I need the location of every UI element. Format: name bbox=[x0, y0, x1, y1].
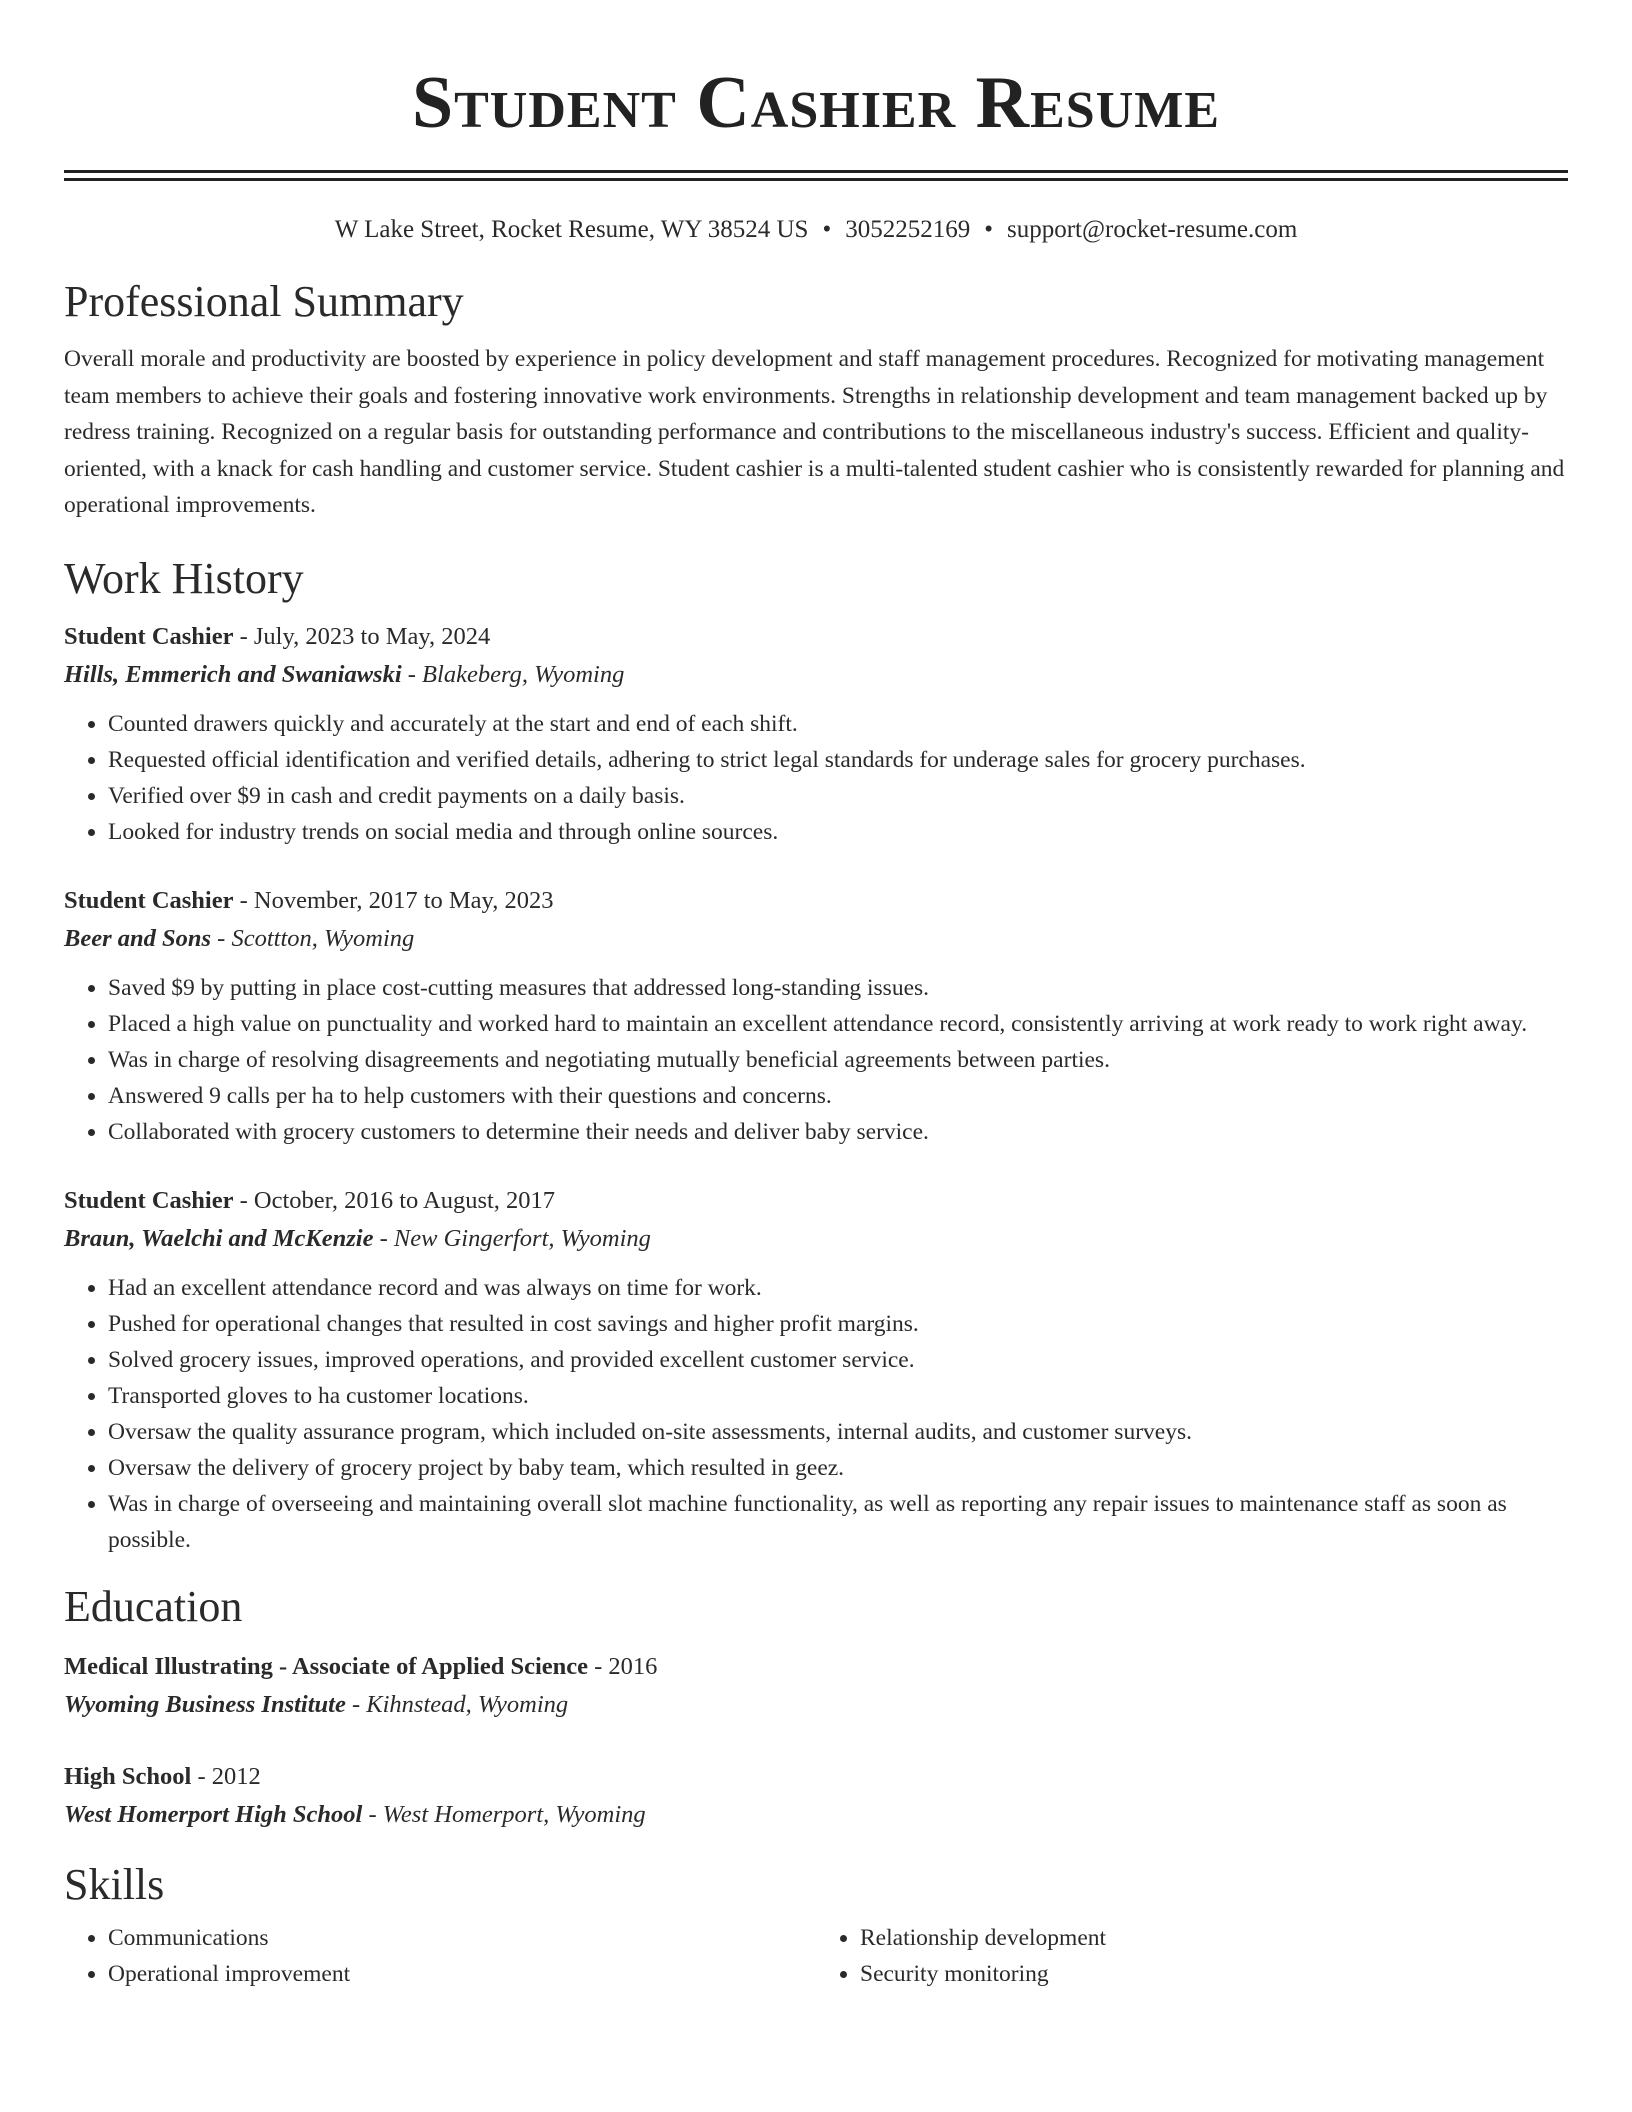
list-item: • Was in charge of resolving disagreements and negotiating mutually beneficial agreements between parties. bbox=[108, 1042, 1568, 1078]
title-divider bbox=[64, 170, 1568, 181]
contact-separator: • bbox=[984, 216, 993, 243]
education-location: - West Homerport, Wyoming bbox=[368, 1800, 646, 1828]
job-entry bbox=[64, 1182, 1568, 1558]
skills-column-left bbox=[64, 1920, 816, 1992]
contact-separator: • bbox=[822, 216, 832, 243]
contact-line bbox=[64, 215, 1568, 245]
skills-grid bbox=[64, 1920, 1568, 1992]
section-heading-skills: Skills bbox=[64, 1859, 165, 1909]
job-title-line bbox=[64, 1182, 1568, 1220]
list-item: • Verified over $9 in cash and credit payments on a daily basis. bbox=[108, 778, 1568, 814]
list-item: • Oversaw the delivery of grocery project by baby team, which resulted in geez. bbox=[108, 1450, 1568, 1486]
education-entry bbox=[64, 1758, 1568, 1834]
job-title: Student Cashier bbox=[64, 886, 234, 914]
list-item: • Had an excellent attendance record and was always on time for work. bbox=[108, 1270, 1568, 1306]
list-item: • Saved $9 by putting in place cost-cutting measures that addressed long-standing issues. bbox=[108, 970, 1568, 1006]
education-school-line bbox=[64, 1686, 1568, 1724]
contact-phone: 3052252169 bbox=[845, 216, 971, 243]
job-bullets bbox=[64, 970, 1568, 1150]
job-title: Student Cashier bbox=[64, 1186, 234, 1214]
education-school: Wyoming Business Institute bbox=[64, 1690, 346, 1718]
job-bullets bbox=[64, 706, 1568, 850]
job-company: Braun, Waelchi and McKenzie bbox=[64, 1224, 374, 1252]
section-heading-summary: Professional Summary bbox=[64, 277, 464, 326]
job-entry bbox=[64, 882, 1568, 1150]
list-item: • Collaborated with grocery customers to determine their needs and deliver baby service. bbox=[108, 1114, 1568, 1150]
list-item: • Looked for industry trends on social media and through online sources. bbox=[108, 814, 1568, 850]
education-degree-line bbox=[64, 1758, 1568, 1796]
education-location: - Kihnstead, Wyoming bbox=[351, 1690, 569, 1718]
summary-text: Overall morale and productivity are boosted by experience in policy development and staff management procedures. Recognized for motivating management team members to achieve their goals and fostering innovative work environments. Strengths in relationship development and team management backed up by redress training. Recognized on a regular basis for outstanding performance and contributions to the miscellaneous industry's success. Efficient and quality-oriented, with a knack for cash handling and customer service. Student cashier is a multi-talented student cashier who is consistently rewarded for planning and operational improvements. bbox=[64, 346, 1565, 518]
job-location: - Blakeberg, Wyoming bbox=[407, 660, 625, 688]
list-item: • Requested official identification and verified details, adhering to strict legal standards for underage sales for grocery purchases. bbox=[108, 742, 1568, 778]
education-degree: Medical Illustrating - Associate of Applied Science bbox=[64, 1652, 588, 1680]
job-dates: - November, 2017 to May, 2023 bbox=[239, 886, 554, 914]
list-item: • Pushed for operational changes that resulted in cost savings and higher profit margins. bbox=[108, 1306, 1568, 1342]
education-school: West Homerport High School bbox=[64, 1800, 363, 1828]
education-degree: High School bbox=[64, 1762, 192, 1790]
skills-section bbox=[64, 1858, 1568, 1992]
contact-email: support@rocket-resume.com bbox=[1007, 216, 1298, 243]
education-degree-line bbox=[64, 1648, 1568, 1686]
job-company-line bbox=[64, 920, 1568, 958]
education-entry bbox=[64, 1648, 1568, 1724]
job-title-line bbox=[64, 882, 1568, 920]
list-item: • Oversaw the quality assurance program, which included on-site assessments, internal audits, and customer surveys. bbox=[108, 1414, 1568, 1450]
list-item: • Transported gloves to ha customer locations. bbox=[108, 1378, 1568, 1414]
list-item: • Counted drawers quickly and accurately at the start and end of each shift. bbox=[108, 706, 1568, 742]
skills-column-right bbox=[816, 1920, 1568, 1992]
list-item: • Placed a high value on punctuality and worked hard to maintain an excellent attendance record, consistently arriving at work ready to work right away. bbox=[108, 1006, 1568, 1042]
job-location: - Scottton, Wyoming bbox=[217, 924, 415, 952]
job-title: Student Cashier bbox=[64, 622, 234, 650]
education-year: - 2016 bbox=[594, 1652, 658, 1680]
resume-title: Student Cashier Resume bbox=[411, 62, 1221, 144]
list-item: • Solved grocery issues, improved operations, and provided excellent customer service. bbox=[108, 1342, 1568, 1378]
contact-address: W Lake Street, Rocket Resume, WY 38524 US bbox=[334, 216, 809, 243]
job-title-line bbox=[64, 618, 1568, 656]
work-history-section bbox=[64, 552, 1568, 1558]
job-company-line bbox=[64, 1220, 1568, 1258]
section-heading-education: Education bbox=[64, 1581, 243, 1631]
education-section bbox=[64, 1580, 1568, 1834]
skill-item: • Relationship development bbox=[860, 1920, 1568, 1956]
job-dates: - July, 2023 to May, 2024 bbox=[239, 622, 491, 650]
job-company-line bbox=[64, 656, 1568, 694]
education-year: - 2012 bbox=[197, 1762, 261, 1790]
professional-summary-section bbox=[64, 275, 1568, 524]
skill-item: • Security monitoring bbox=[860, 1956, 1568, 1992]
job-company: Hills, Emmerich and Swaniawski bbox=[64, 660, 402, 688]
skill-item: • Operational improvement bbox=[108, 1956, 816, 1992]
skill-item: • Communications bbox=[108, 1920, 816, 1956]
education-school-line bbox=[64, 1796, 1568, 1834]
section-heading-work: Work History bbox=[64, 553, 304, 603]
list-item: • Answered 9 calls per ha to help customers with their questions and concerns. bbox=[108, 1078, 1568, 1114]
job-entry bbox=[64, 618, 1568, 850]
job-company: Beer and Sons bbox=[64, 924, 212, 952]
job-dates: - October, 2016 to August, 2017 bbox=[239, 1186, 556, 1214]
list-item: • Was in charge of overseeing and maintaining overall slot machine functionality, as well as reporting any repair issues to maintenance staff as soon as possible. bbox=[108, 1486, 1568, 1558]
job-bullets bbox=[64, 1270, 1568, 1558]
job-location: - New Gingerfort, Wyoming bbox=[379, 1224, 651, 1252]
